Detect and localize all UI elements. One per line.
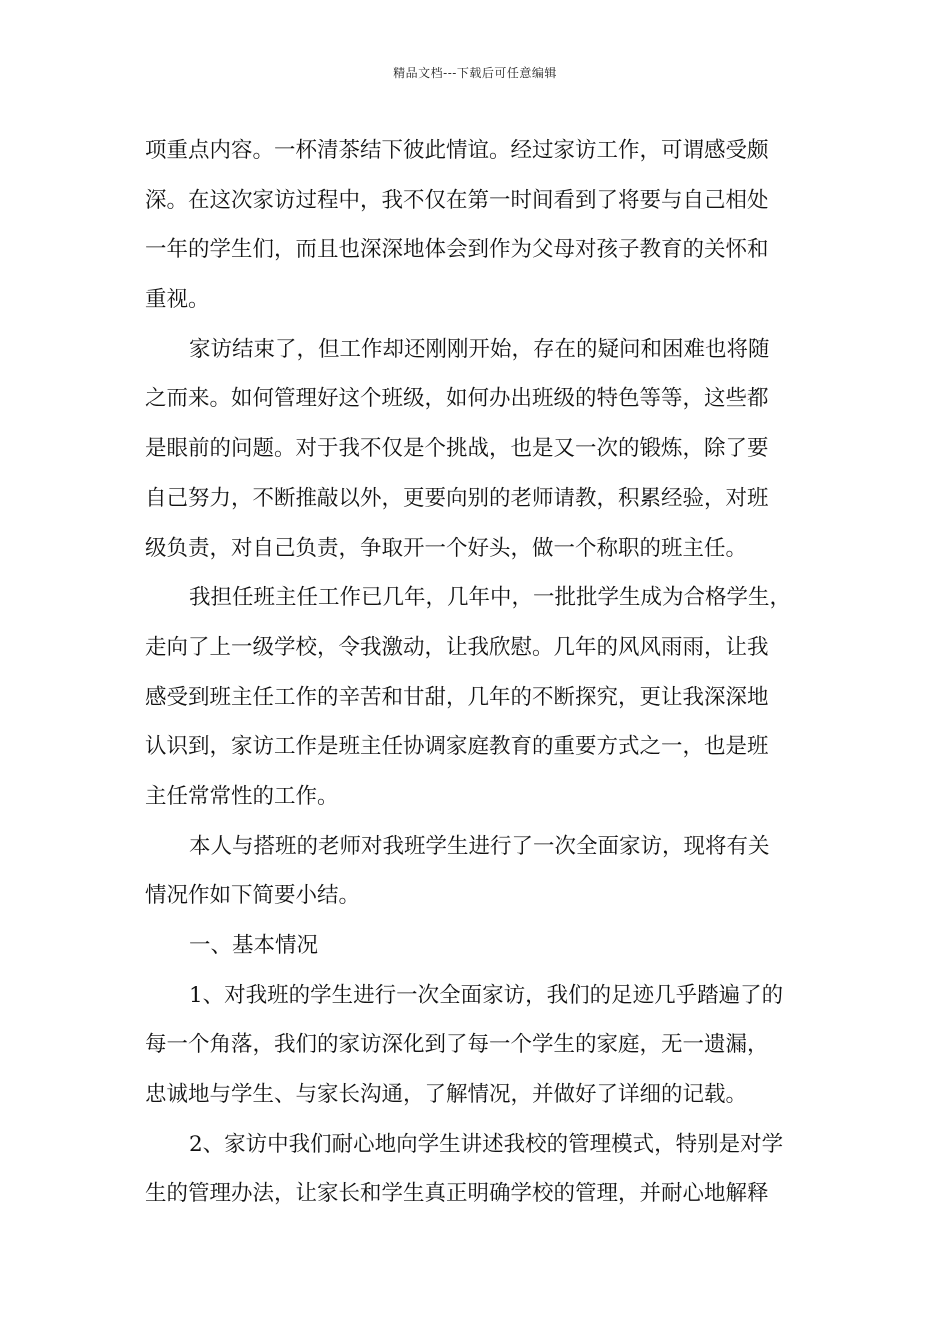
document-body [145, 126, 805, 1219]
text-line: 之而来。如何管理好这个班级，如何办出班级的特色等等，这些都 [145, 386, 769, 412]
text-line: 1、对我班的学生进行一次全面家访，我们的足迹几乎踏遍了的 [189, 982, 784, 1008]
text-line: 项重点内容。一杯清茶结下彼此情谊。经过家访工作，可谓感受颇 [145, 138, 769, 163]
text-line: 一、基本情况 [189, 933, 319, 958]
text-line: 深。在这次家访过程中，我不仅在第一时间看到了将要与自己相处 [145, 187, 769, 213]
text-line: 本人与搭班的老师对我班学生进行了一次全面家访，现将有关 [189, 833, 770, 859]
text-line: 级负责，对自己负责，争取开一个好头，做一个称职的班主任。 [145, 535, 748, 561]
text-line: 感受到班主任工作的辛苦和甘甜，几年的不断探究，更让我深深地 [145, 684, 769, 710]
text-line: 生的管理办法，让家长和学生真正明确学校的管理，并耐心地解释 [145, 1181, 769, 1207]
text-line: 是眼前的问题。对于我不仅是个挑战，也是又一次的锻炼，除了要 [145, 436, 769, 462]
page-header: 精品文档---下载后可任意编辑 [393, 66, 557, 80]
text-line: 家访结束了，但工作却还刚刚开始，存在的疑问和困难也将随 [189, 336, 770, 362]
text-line: 重视。 [145, 287, 210, 313]
text-line: 2、家访中我们耐心地向学生讲述我校的管理模式，特别是对学 [189, 1131, 784, 1157]
text-line: 一年的学生们，而且也深深地体会到作为父母对孩子教育的关怀和 [145, 237, 769, 263]
text-line: 主任常常性的工作。 [145, 783, 339, 809]
text-line: 走向了上一级学校，令我激动，让我欣慰。几年的风风雨雨，让我 [145, 634, 769, 660]
text-line: 自己努力，不断推敲以外，更要向别的老师请教，积累经验，对班 [145, 485, 769, 511]
text-line: 认识到，家访工作是班主任协调家庭教育的重要方式之一，也是班 [145, 734, 769, 760]
text-line: 我担任班主任工作已几年，几年中，一批批学生成为合格学生， [189, 585, 792, 611]
text-line: 每一个角落，我们的家访深化到了每一个学生的家庭，无一遗漏， [145, 1032, 769, 1058]
text-line: 情况作如下简要小结。 [145, 883, 361, 909]
text-line: 忠诚地与学生、与家长沟通，了解情况，并做好了详细的记载。 [145, 1082, 748, 1108]
